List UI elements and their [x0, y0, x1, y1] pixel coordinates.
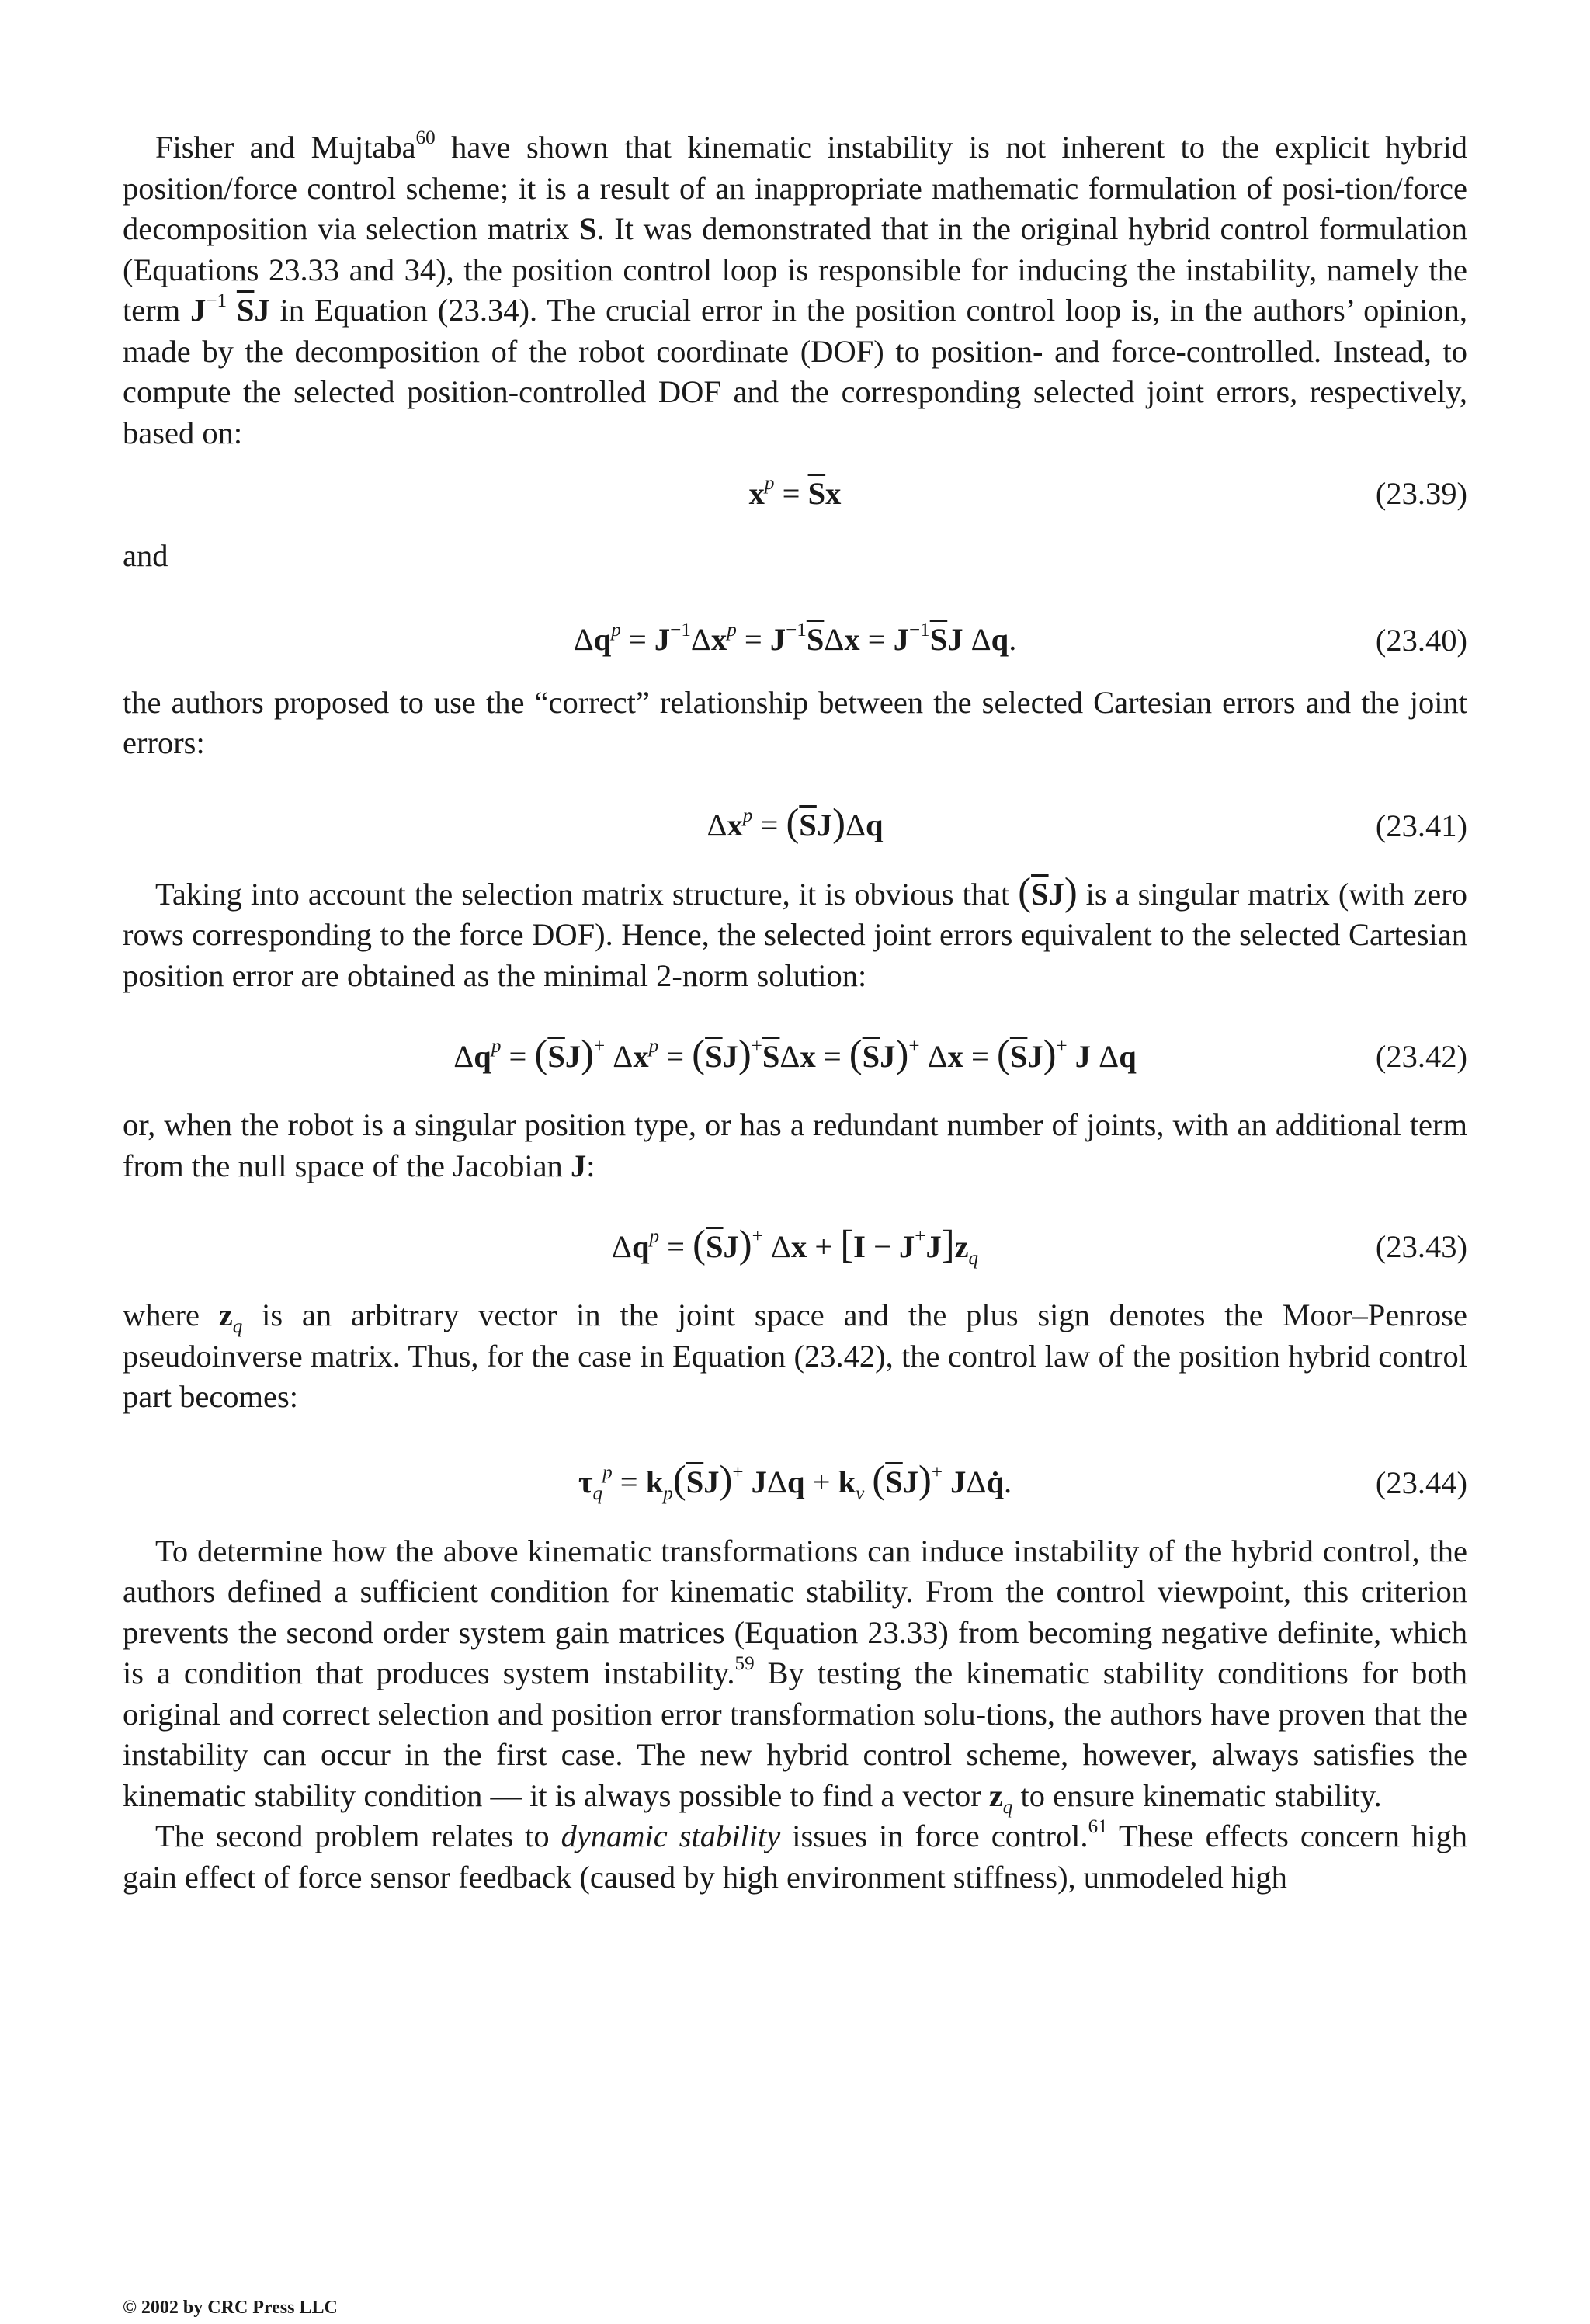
equation-23-41 [123, 801, 1467, 846]
paragraph-7: The second problem relates to dynamic stability issues in force control.$^{61}$ These effects concern high gain effect of force sensor feedback (caused by high environment stiffness), unmodeled high [123, 1815, 1467, 1895]
equation-23-43 [123, 1221, 1467, 1269]
equation-number: (23.40) [1375, 622, 1467, 658]
equation-number: (23.41) [1375, 808, 1467, 843]
paragraph-4: or, when the robot is a singular position type, or has a redundant number of joints, with an additional term from the null space of the Jacobian J: [123, 1107, 1467, 1183]
equation-23-40 [123, 620, 1467, 661]
paragraph-3: Taking into account the selection matrix structure, it is obvious that $(\overline{S}J)$ is a singular matrix (with zero rows corresponding to the force DOF). Hence, the selected joint errors equivalent to the selected Cartesian position error are obtained as the minimal 2-norm solution: [123, 869, 1467, 993]
paragraph-2: the authors proposed to use the “correct” relationship between the selected Cartesian errors and the joint errors: [123, 684, 1467, 760]
equation-23-42 [123, 1031, 1467, 1077]
equation-number: (23.43) [1375, 1229, 1467, 1264]
equation-body: $\Delta q^p = (\overline{S}J)^+$ $\Delta x^p = (\overline{S}J)^+\overline{S}\Delta x = (\overline{S}J)^+$ $\Delta x = (\overline{S}J)^+$ J Δq [453, 1031, 1137, 1075]
paragraph-and: and [123, 538, 168, 573]
copyright-footer: © 2002 by CRC Press LLC [123, 2298, 338, 2318]
equation-number: (23.39) [1375, 476, 1467, 511]
equation-body: $\Delta x^p = (\overline{S}J)\Delta q$ [706, 801, 884, 845]
equation-body: $x^p = \overline{S}x$ [748, 473, 842, 511]
equation-body: $\tau_q^p = k_p(\overline{S}J)^+$ $J\Delta q + k_v$ $(\overline{S}J)^+$ JΔq̇. [578, 1457, 1012, 1505]
paragraph-6: To determine how the above kinematic transformations can induce instability of the hybrid control, the authors defined a sufficient condition for kinematic stability. From the control viewpoint, this criterion prevents the second order system gain matrices (Equation 23.33) from becoming negative definite, which is a condition that produces system instability.$^{59}$ By testing the kinematic stability conditions for both original and correct selection and position error transformation solu-tions, the authors have proven that the instability can occur in the first case. The new hybrid control scheme, however, always satisfies the kinematic stability condition — it is always possible to find a vector $z_q$ to ensure kinematic stability. [123, 1533, 1467, 1818]
equation-body: $\Delta q^p = (\overline{S}J)^+$ $\Delta x + [I - J^+J]z_q$ [611, 1221, 979, 1269]
equation-number: (23.42) [1375, 1039, 1467, 1074]
paragraph-5: where $z_q$ is an arbitrary vector in the joint space and the plus sign denotes the Moor–Penrose pseudoinverse matrix. Thus, for the case in Equation (23.42), the control law of the position hybrid control part becomes: [123, 1297, 1468, 1414]
equation-body: $\Delta q^p = J^{-1}\Delta x^p = J^{-1}\overline{S}\Delta x = J^{-1}\overline{S}J$ Δq. [573, 619, 1017, 658]
equation-23-44 [123, 1457, 1467, 1505]
equation-number: (23.44) [1375, 1464, 1467, 1500]
paragraph-1: Fisher and Mujtaba$^{60}$ have shown that kinematic instability is not inherent to the explicit hybrid position/force control scheme; it is a result of an inappropriate mathematic formulation of posi-tion/force decomposition via selection matrix S. It was demonstrated that in the original hybrid control formulation (Equations 23.33 and 34), the position control loop is responsible for inducing the instability, namely the term $J^{-1}$ $\overline{S}J$ in Equation (23.34). The crucial error in the position control loop is, in the authors’ opinion, made by the decomposition of the robot coordinate (DOF) to position- and force-controlled. Instead, to compute the selected position-controlled DOF and the corresponding selected joint errors, respectively, based on: [123, 127, 1468, 450]
equation-23-39 [123, 474, 1467, 514]
document-page [123, 127, 1467, 1898]
